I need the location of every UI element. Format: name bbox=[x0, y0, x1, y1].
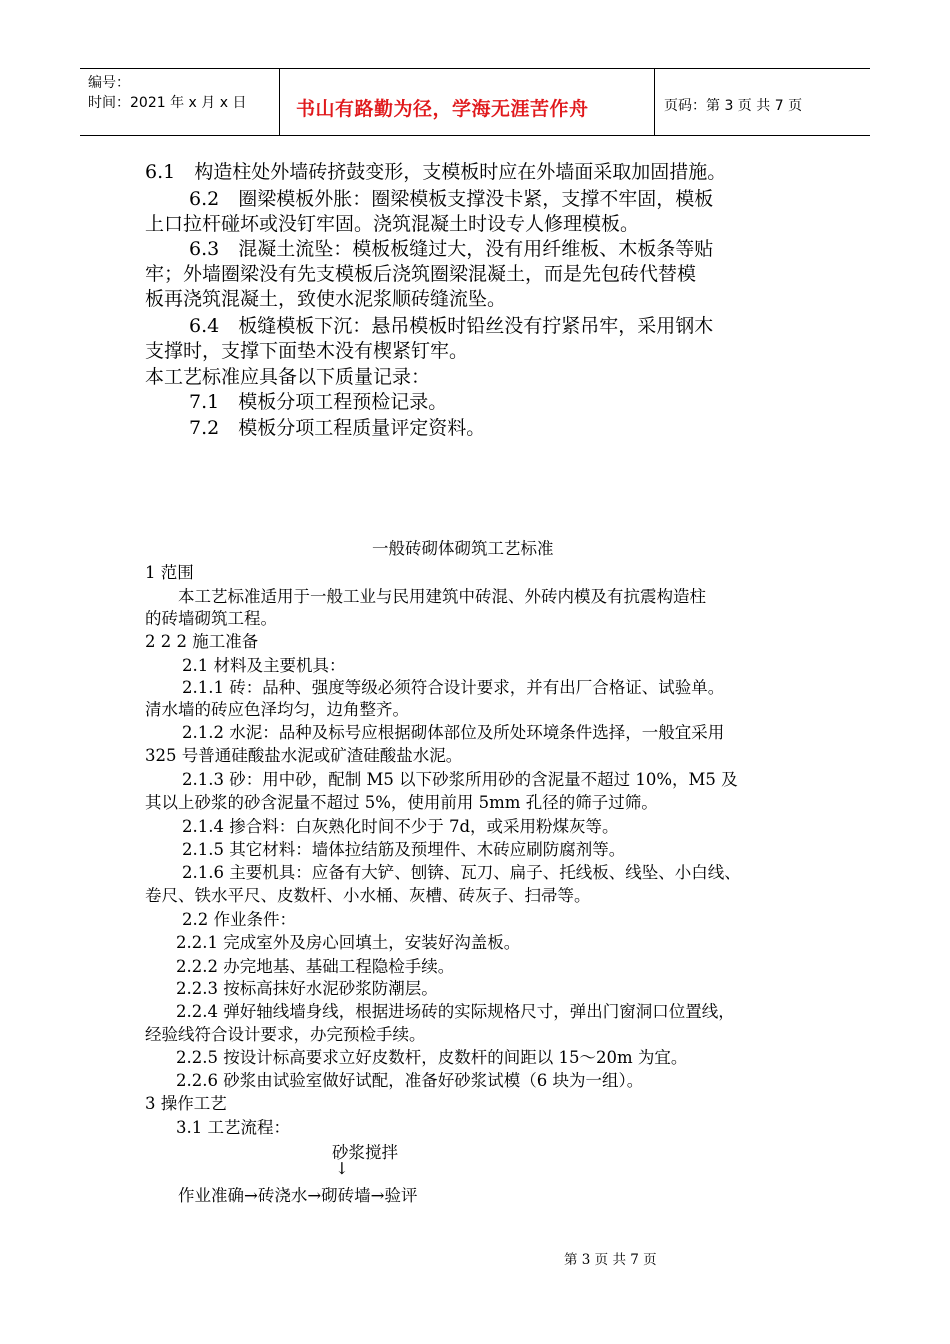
upper-line: 6.2 圈梁模板外胀：圈梁模板支撑没卡紧，支撑不牢固，模板 bbox=[189, 188, 714, 210]
header-divider-right bbox=[654, 68, 655, 136]
standard-line: 2.1 材料及主要机具： bbox=[182, 656, 346, 675]
header-top-rule bbox=[80, 68, 870, 69]
standard-line: 2.1.6 主要机具：应备有大铲、刨锛、瓦刀、扁子、托线板、线坠、小白线、 bbox=[182, 863, 741, 882]
standard-line: 2.2.2 办完地基、基础工程隐检手续。 bbox=[176, 957, 455, 976]
standard-line: 2.1.1 砖：品种、强度等级必须符合设计要求，并有出厂合格证、试验单。 bbox=[182, 678, 725, 697]
page-footer: 第 3 页 共 7 页 bbox=[564, 1252, 657, 1268]
standard-line: 2.1.3 砂：用中砂，配制 M5 以下砂浆所用砂的含泥量不超过 10%，M5 及 bbox=[182, 770, 738, 789]
standard-line: 3 操作工艺 bbox=[145, 1094, 227, 1113]
upper-line: 7.2 模板分项工程质量评定资料。 bbox=[189, 417, 486, 439]
standard-line: 的砖墙砌筑工程。 bbox=[145, 609, 277, 628]
flow-main-steps: 作业准确→砖浇水→砌砖墙→验评 bbox=[178, 1186, 418, 1205]
header-page-label: 页码：第 3 页 共 7 页 bbox=[664, 98, 803, 114]
doc-date-label: 时间：2021 年 x 月 x 日 bbox=[88, 95, 247, 111]
upper-line: 支撑时，支撑下面垫木没有楔紧钉牢。 bbox=[145, 340, 469, 362]
header-bottom-rule bbox=[80, 135, 870, 136]
flow-down-arrow: ↓ bbox=[335, 1159, 349, 1178]
upper-line: 6.1 构造柱处外墙砖挤鼓变形，支模板时应在外墙面采取加固措施。 bbox=[145, 161, 727, 183]
standard-line: 2 2 2 施工准备 bbox=[145, 632, 259, 651]
upper-line: 上口拉杆碰坏或没钉牢固。浇筑混凝土时设专人修理模板。 bbox=[145, 213, 640, 235]
header-divider-left bbox=[279, 68, 280, 136]
standard-line: 2.2.3 按标高抹好水泥砂浆防潮层。 bbox=[176, 979, 438, 998]
standard-line: 2.1.5 其它材料：墙体拉结筋及预埋件、木砖应刷防腐剂等。 bbox=[182, 840, 626, 859]
standard-line: 经验线符合设计要求，办完预检手续。 bbox=[145, 1025, 426, 1044]
standard-line: 2.2.5 按设计标高要求立好皮数杆，皮数杆的间距以 15～20m 为宜。 bbox=[176, 1048, 688, 1067]
upper-line: 6.4 板缝模板下沉：悬吊模板时铅丝没有拧紧吊牢，采用钢木 bbox=[189, 315, 714, 337]
standard-line: 2.2 作业条件： bbox=[182, 910, 296, 929]
standard-line: 本工艺标准适用于一般工业与民用建筑中砖混、外砖内模及有抗震构造柱 bbox=[178, 587, 706, 606]
upper-line: 7.1 模板分项工程预检记录。 bbox=[189, 391, 448, 413]
standard-line: 1 范围 bbox=[145, 563, 194, 582]
standard-title: 一般砖砌体砌筑工艺标准 bbox=[372, 539, 554, 558]
upper-line: 6.3 混凝土流坠：模板板缝过大，没有用纤维板、木板条等贴 bbox=[189, 238, 714, 260]
flow-top-step: 砂浆搅拌 bbox=[332, 1143, 398, 1162]
standard-line: 2.1.4 掺合料：白灰熟化时间不少于 7d，或采用粉煤灰等。 bbox=[182, 817, 619, 836]
standard-line: 2.1.2 水泥：品种及标号应根据砌体部位及所处环境条件选择，一般宜采用 bbox=[182, 723, 725, 742]
standard-line: 卷尺、铁水平尺、皮数杆、小水桶、灰槽、砖灰子、扫帚等。 bbox=[145, 886, 591, 905]
standard-line: 325 号普通硅酸盐水泥或矿渣硅酸盐水泥。 bbox=[145, 746, 463, 765]
standard-line: 其以上砂浆的砂含泥量不超过 5%，使用前用 5mm 孔径的筛子过筛。 bbox=[145, 793, 658, 812]
upper-line: 牢；外墙圈梁没有先支模板后浇筑圈梁混凝土，而是先包砖代替模 bbox=[145, 263, 697, 285]
standard-line: 2.2.1 完成室外及房心回填土，安装好沟盖板。 bbox=[176, 933, 521, 952]
standard-line: 清水墙的砖应色泽均匀，边角整齐。 bbox=[145, 700, 409, 719]
standard-line: 2.2.4 弹好轴线墙身线，根据进场砖的实际规格尺寸，弹出门窗洞口位置线， bbox=[176, 1002, 735, 1021]
upper-line: 板再浇筑混凝土，致使水泥浆顺砖缝流坠。 bbox=[145, 288, 507, 310]
header-motto: 书山有路勤为径，学海无涯苦作舟 bbox=[296, 98, 589, 120]
doc-number-label: 编号： bbox=[88, 75, 130, 91]
standard-line: 3.1 工艺流程： bbox=[176, 1118, 290, 1137]
standard-line: 2.2.6 砂浆由试验室做好试配，准备好砂浆试模（6 块为一组）。 bbox=[176, 1071, 644, 1090]
upper-line: 本工艺标准应具备以下质量记录： bbox=[145, 366, 431, 388]
